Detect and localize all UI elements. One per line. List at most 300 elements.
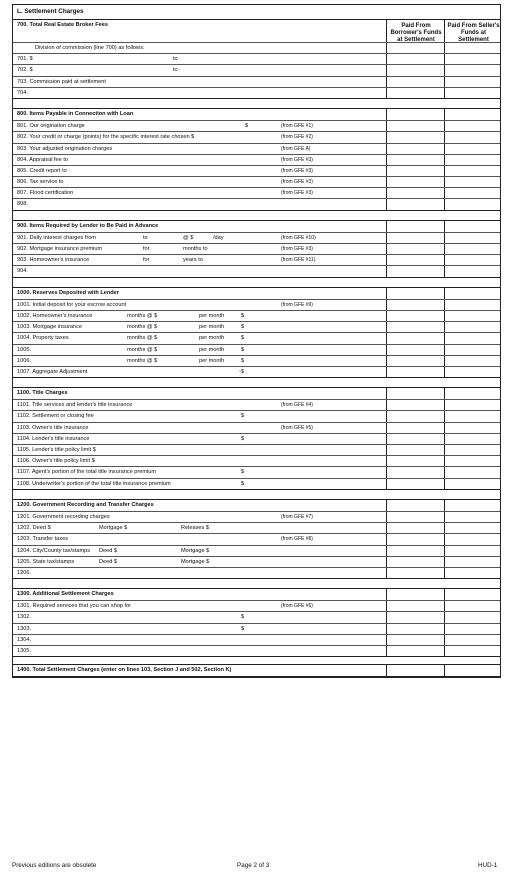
line-item-row	[13, 265, 500, 276]
line-item-row	[13, 399, 500, 410]
borrower-amount-field[interactable]	[387, 345, 445, 355]
section-heading: 1000. Reserves Deposited with Lender	[17, 289, 119, 296]
line-description-cell	[13, 479, 387, 489]
line-label: 903. Homeowner's insurance	[17, 257, 90, 264]
seller-amount-field	[445, 288, 502, 299]
rate-label: for	[143, 257, 150, 264]
seller-amount-field[interactable]	[445, 255, 502, 265]
section-gap	[13, 579, 500, 589]
line-item-row	[13, 187, 500, 198]
borrower-amount-field[interactable]	[387, 177, 445, 187]
line-label: 803. Your adjusted origination charges	[17, 145, 113, 152]
line-description-cell	[13, 300, 387, 310]
borrower-amount-field[interactable]	[387, 311, 445, 321]
gfe-reference: (from GFE #3)	[281, 190, 313, 197]
line-item-row	[13, 366, 500, 377]
footer-form-id: HUD-1	[478, 862, 498, 869]
section-heading: 1200. Government Recording and Transfer Charges	[17, 501, 154, 508]
gfe-reference: (from GFE #3)	[281, 167, 313, 174]
borrower-amount-field[interactable]	[387, 624, 445, 634]
line-description-cell	[13, 121, 387, 131]
to-label: to	[173, 67, 178, 74]
borrower-amount-field[interactable]	[387, 54, 445, 64]
borrower-amount-field[interactable]	[387, 300, 445, 310]
section-1300	[13, 589, 500, 657]
borrower-amount-field[interactable]	[387, 467, 445, 477]
seller-amount-field[interactable]	[445, 65, 502, 75]
line-description-cell	[13, 109, 387, 120]
form-title: L. Settlement Charges	[13, 5, 500, 20]
line-item-row	[13, 299, 500, 310]
tax-label: Mortgage $	[181, 558, 210, 565]
line-description-cell	[13, 467, 387, 477]
seller-amount-field[interactable]	[445, 456, 502, 466]
borrower-amount-field[interactable]	[387, 546, 445, 556]
line-item-row	[13, 154, 500, 165]
borrower-amount-field[interactable]	[387, 423, 445, 433]
section-1400	[13, 665, 500, 677]
line-description-cell	[13, 612, 387, 622]
line-label: 1108. Underwriter's portion of the total title insurance premium	[17, 480, 171, 487]
line-item-row	[13, 143, 500, 154]
line-item-row	[13, 165, 500, 176]
line-item-row	[13, 321, 500, 332]
rate-label: to	[143, 234, 148, 241]
line-description-cell	[13, 445, 387, 455]
line-label: 802. Your credit or charge (points) for the specific interest rate chosen $	[17, 134, 195, 141]
section-gap	[13, 490, 500, 500]
gfe-reference: (from GFE #2)	[281, 134, 313, 141]
seller-amount-field	[445, 221, 502, 232]
borrower-amount-field[interactable]	[387, 121, 445, 131]
line-item-row	[13, 455, 500, 466]
borrower-amount-field[interactable]	[387, 479, 445, 489]
seller-amount-field	[445, 589, 502, 600]
gfe-reference: (from GFE #3)	[281, 156, 313, 163]
gfe-reference: (from GFE #3)	[281, 246, 313, 252]
seller-amount-field[interactable]	[445, 356, 502, 366]
footer-page-number: Page 2 of 3	[237, 862, 270, 869]
line-label: 1204. City/County tax/stamps	[17, 547, 91, 554]
line-label: 1201. Government recording charges	[17, 513, 110, 520]
borrower-amount-field[interactable]	[387, 244, 445, 254]
line-label: 901. Daily interest charges from	[17, 234, 96, 241]
line-item-row	[13, 533, 500, 544]
months-label: months @ $	[127, 335, 158, 342]
line-description-cell	[13, 54, 387, 64]
line-label: 804. Appraisal fee to	[17, 156, 69, 163]
line-label: Division of commission (line 700) as follows:	[35, 45, 145, 51]
seller-amount-field[interactable]	[445, 188, 502, 198]
line-label: 1102. Settlement or closing fee	[17, 413, 94, 420]
line-label: 701. $	[17, 56, 33, 63]
seller-amount-field[interactable]	[445, 345, 502, 355]
seller-amount-field[interactable]	[445, 557, 502, 567]
seller-amount-field[interactable]	[445, 132, 502, 142]
line-item-row	[13, 645, 500, 656]
dollar-sign: $	[241, 614, 245, 621]
line-description-cell	[13, 244, 387, 254]
line-description-cell	[13, 177, 387, 187]
line-item-row	[13, 310, 500, 321]
line-label: 1202. Deed $	[17, 525, 51, 532]
line-description-cell	[13, 624, 387, 634]
line-label: 1007. Aggregate Adjustment	[17, 368, 88, 375]
sections-container	[13, 20, 500, 677]
seller-amount-field[interactable]	[445, 467, 502, 477]
line-description-cell	[13, 367, 387, 377]
gfe-reference: (from GFE #10)	[281, 234, 316, 241]
section-700	[13, 20, 500, 99]
line-item-row	[13, 332, 500, 343]
borrower-amount-field[interactable]	[387, 233, 445, 243]
section-heading-row	[13, 109, 500, 120]
line-description-cell	[13, 322, 387, 332]
dollar-sign: $	[241, 625, 245, 632]
line-description-cell	[13, 88, 387, 98]
rate-label: for	[143, 246, 150, 252]
section-heading: 700. Total Real Estate Broker Fees	[17, 22, 108, 28]
borrower-amount-field[interactable]	[387, 266, 445, 276]
line-description-cell	[13, 345, 387, 355]
section-heading: 900. Items Required by Lender to Be Paid in Advance	[17, 222, 159, 229]
borrower-amount-field[interactable]	[387, 356, 445, 366]
per-month-label: per month	[199, 324, 225, 331]
borrower-amount-field[interactable]	[387, 77, 445, 87]
dollar-sign: $	[241, 435, 245, 442]
borrower-column-header: Paid From Borrower's Funds at Settlement	[390, 23, 442, 43]
gfe-reference: (from GFE #1)	[281, 123, 313, 130]
to-label: to	[173, 56, 178, 63]
seller-amount-field[interactable]	[445, 534, 502, 544]
line-description-cell	[13, 155, 387, 165]
borrower-amount-field[interactable]	[387, 43, 445, 53]
borrower-amount-field	[387, 221, 445, 232]
section-gap	[13, 211, 500, 221]
borrower-amount-field[interactable]	[387, 635, 445, 645]
dollar-sign: -$	[239, 368, 244, 375]
borrower-amount-field	[387, 109, 445, 120]
borrower-amount-field[interactable]	[387, 333, 445, 343]
section-800	[13, 109, 500, 211]
line-description-cell	[13, 132, 387, 142]
tax-label: Mortgage $	[181, 547, 210, 554]
line-label: 703. Commission paid at settlement	[17, 78, 106, 85]
line-item-row	[13, 422, 500, 433]
gfe-reference: (from GFE #11)	[281, 257, 316, 264]
line-label: 1305.	[17, 648, 31, 654]
line-label: 902. Mortgage insurance premium	[17, 246, 103, 252]
seller-amount-field[interactable]	[445, 322, 502, 332]
line-label: 1302.	[17, 614, 31, 621]
line-item-row	[13, 355, 500, 366]
line-description-cell	[13, 400, 387, 410]
line-item-row	[13, 76, 500, 87]
seller-amount-field[interactable]	[445, 54, 502, 64]
gfe-reference: (from GFE #6)	[281, 603, 313, 610]
rate-label: /day	[213, 234, 224, 241]
seller-amount-field[interactable]	[445, 121, 502, 131]
borrower-amount-field[interactable]	[387, 601, 445, 611]
line-description-cell	[13, 144, 387, 154]
line-description-cell	[13, 646, 387, 656]
line-label: 1105. Lender's title policy limit $	[17, 447, 96, 453]
seller-amount-field[interactable]	[445, 166, 502, 176]
section-heading-row	[13, 221, 500, 232]
gfe-reference: (from GFE #9)	[281, 301, 313, 308]
line-description-cell	[13, 601, 387, 611]
borrower-amount-field[interactable]	[387, 88, 445, 98]
line-description-cell	[13, 456, 387, 466]
section-heading-row	[13, 500, 500, 511]
line-description-cell	[13, 43, 387, 53]
borrower-amount-field[interactable]	[387, 523, 445, 533]
line-description-cell	[13, 20, 387, 42]
section-heading: 800. Items Payable in Connection with Loan	[17, 110, 134, 117]
months-label: months @ $	[127, 357, 158, 364]
seller-amount-field[interactable]	[445, 601, 502, 611]
line-description-cell	[13, 65, 387, 75]
line-item-row	[13, 522, 500, 533]
line-item-row	[13, 511, 500, 522]
seller-amount-field[interactable]	[445, 367, 502, 377]
section-gap	[13, 657, 500, 665]
line-description-cell	[13, 221, 387, 232]
line-label: 702. $	[17, 67, 33, 74]
line-label: 1103. Owner's title insurance	[17, 424, 89, 431]
borrower-amount-field[interactable]	[387, 132, 445, 142]
borrower-amount-field[interactable]	[387, 557, 445, 567]
seller-amount-field[interactable]	[445, 88, 502, 98]
borrower-amount-field[interactable]	[387, 568, 445, 578]
months-label: months @ $	[127, 324, 158, 331]
section-heading: 1400. Total Settlement Charges (enter on lines 103, Section J and 502, Section K)	[17, 667, 232, 674]
seller-amount-field[interactable]	[445, 546, 502, 556]
borrower-amount-field[interactable]	[387, 612, 445, 622]
per-month-label: per month	[199, 357, 225, 364]
borrower-amount-field[interactable]	[387, 155, 445, 165]
borrower-amount-field[interactable]	[387, 534, 445, 544]
dollar-sign: $	[241, 480, 245, 487]
line-description-cell	[13, 523, 387, 533]
line-item-row	[13, 410, 500, 421]
line-item-row	[13, 478, 500, 489]
rate-label: @ $	[183, 234, 194, 241]
seller-amount-field	[445, 20, 502, 42]
gfe-reference: (from GFE A)	[281, 145, 311, 152]
line-description-cell	[13, 255, 387, 265]
line-label: 1006.	[17, 357, 31, 364]
line-description-cell	[13, 288, 387, 299]
seller-amount-field[interactable]	[445, 624, 502, 634]
seller-amount-field	[445, 500, 502, 511]
gfe-reference: (from GFE #4)	[281, 402, 313, 409]
rate-label: months to	[183, 246, 208, 252]
line-description-cell	[13, 423, 387, 433]
section-heading-row	[13, 388, 500, 399]
seller-amount-field[interactable]	[445, 646, 502, 656]
line-item-row	[13, 600, 500, 611]
line-description-cell	[13, 635, 387, 645]
seller-amount-field[interactable]	[445, 445, 502, 455]
borrower-amount-field[interactable]	[387, 144, 445, 154]
line-description-cell	[13, 233, 387, 243]
seller-amount-field[interactable]	[445, 411, 502, 421]
section-heading-row	[13, 665, 500, 676]
section-1200	[13, 500, 500, 579]
line-item-row	[13, 466, 500, 477]
seller-amount-field[interactable]	[445, 612, 502, 622]
line-label: 805. Credit report to	[17, 167, 67, 174]
seller-amount-field[interactable]	[445, 77, 502, 87]
section-heading-row	[13, 20, 500, 42]
borrower-amount-field[interactable]	[387, 434, 445, 444]
line-item-row	[13, 634, 500, 645]
line-item-row	[13, 254, 500, 265]
per-month-label: per month	[199, 312, 225, 319]
borrower-amount-field[interactable]	[387, 199, 445, 209]
borrower-amount-field[interactable]	[387, 367, 445, 377]
borrower-amount-field[interactable]	[387, 411, 445, 421]
seller-amount-field[interactable]	[445, 523, 502, 533]
line-item-row	[13, 611, 500, 622]
line-description-cell	[13, 411, 387, 421]
line-label: 904.	[17, 268, 28, 275]
line-item-row	[13, 232, 500, 243]
gfe-reference: (from GFE #7)	[281, 513, 313, 520]
borrower-amount-field[interactable]	[387, 65, 445, 75]
line-label: 1303.	[17, 625, 31, 632]
section-heading: 1100. Title Charges	[17, 390, 68, 397]
line-item-row	[13, 444, 500, 455]
seller-amount-field[interactable]	[445, 434, 502, 444]
seller-amount-field[interactable]	[445, 155, 502, 165]
settlement-charges-form	[12, 4, 501, 678]
line-item-row	[13, 545, 500, 556]
months-label: months @ $	[127, 312, 158, 319]
section-heading-row	[13, 288, 500, 299]
seller-amount-field[interactable]	[445, 144, 502, 154]
seller-amount-field[interactable]	[445, 177, 502, 187]
line-description-cell	[13, 434, 387, 444]
seller-column-header: Paid From Seller's Funds at Settlement	[447, 23, 500, 43]
seller-amount-field[interactable]	[445, 266, 502, 276]
seller-amount-field[interactable]	[445, 423, 502, 433]
borrower-amount-field	[387, 288, 445, 299]
line-description-cell	[13, 500, 387, 511]
line-description-cell	[13, 512, 387, 522]
seller-amount-field[interactable]	[445, 233, 502, 243]
line-description-cell	[13, 188, 387, 198]
section-gap	[13, 99, 500, 109]
section-heading-row	[13, 589, 500, 600]
dollar-sign: $	[241, 357, 245, 364]
line-description-cell	[13, 534, 387, 544]
line-description-cell	[13, 388, 387, 399]
borrower-amount-field[interactable]	[387, 512, 445, 522]
line-item-row	[13, 120, 500, 131]
line-label: 807. Flood certification	[17, 190, 74, 197]
line-label: 1304.	[17, 636, 31, 643]
line-description-cell	[13, 77, 387, 87]
line-label: 1005.	[17, 346, 31, 353]
seller-amount-field[interactable]	[445, 333, 502, 343]
line-label: 1101. Title services and lender's title insurance	[17, 402, 133, 409]
line-item-row	[13, 64, 500, 75]
borrower-amount-field[interactable]	[387, 166, 445, 176]
borrower-amount-field[interactable]	[387, 646, 445, 656]
line-label: 1206.	[17, 569, 31, 576]
gfe-reference: (from GFE #5)	[281, 424, 313, 431]
section-gap	[13, 278, 500, 288]
borrower-amount-field	[387, 20, 445, 42]
seller-amount-field[interactable]	[445, 568, 502, 578]
rate-label: years to	[183, 257, 203, 264]
seller-amount-field[interactable]	[445, 244, 502, 254]
seller-amount-field[interactable]	[445, 300, 502, 310]
borrower-amount-field[interactable]	[387, 400, 445, 410]
line-label: 1205. State tax/stamps	[17, 558, 75, 565]
seller-amount-field[interactable]	[445, 479, 502, 489]
borrower-amount-field	[387, 589, 445, 600]
borrower-amount-field[interactable]	[387, 445, 445, 455]
seller-amount-field[interactable]	[445, 311, 502, 321]
line-description-cell	[13, 311, 387, 321]
gfe-reference: (from GFE #3)	[281, 179, 313, 186]
seller-amount-field[interactable]	[445, 635, 502, 645]
line-description-cell	[13, 166, 387, 176]
line-description-cell	[13, 546, 387, 556]
line-item-row	[13, 567, 500, 578]
line-description-cell	[13, 589, 387, 600]
borrower-amount-field[interactable]	[387, 188, 445, 198]
line-label: 1104. Lender's title insurance	[17, 435, 90, 442]
seller-amount-field[interactable]	[445, 43, 502, 53]
borrower-amount-field[interactable]	[387, 322, 445, 332]
line-item-row	[13, 623, 500, 634]
borrower-amount-field[interactable]	[387, 255, 445, 265]
line-description-cell	[13, 356, 387, 366]
borrower-amount-field	[387, 500, 445, 511]
months-label: months @ $	[127, 346, 158, 353]
seller-amount-field	[445, 109, 502, 120]
seller-amount-field[interactable]	[445, 199, 502, 209]
seller-amount-field[interactable]	[445, 400, 502, 410]
dollar-sign: $	[245, 123, 249, 130]
line-label: 1301. Required services that you can shop for	[17, 603, 132, 610]
line-label: 808.	[17, 201, 28, 208]
dollar-sign: $	[241, 413, 245, 420]
line-item-row	[13, 87, 500, 98]
tax-label: Mortgage $	[99, 525, 128, 532]
line-label: 1107. Agent's portion of the total title insurance premium	[17, 469, 157, 476]
borrower-amount-field	[387, 665, 445, 676]
line-label: 1001. Initial deposit for your escrow account	[17, 301, 127, 308]
dollar-sign: $	[241, 346, 245, 353]
gfe-reference: (from GFE #8)	[281, 536, 313, 543]
line-description-cell	[13, 266, 387, 276]
line-label: 1002. Homeowner's insurance	[17, 312, 93, 319]
tax-label: Deed $	[99, 547, 118, 554]
line-item-row	[13, 42, 500, 53]
footer-left: Previous editions are obsolete	[12, 862, 97, 869]
line-description-cell	[13, 665, 387, 676]
borrower-amount-field[interactable]	[387, 456, 445, 466]
section-900	[13, 221, 500, 278]
tax-label: Deed $	[99, 558, 118, 565]
line-item-row	[13, 53, 500, 64]
seller-amount-field[interactable]	[445, 512, 502, 522]
